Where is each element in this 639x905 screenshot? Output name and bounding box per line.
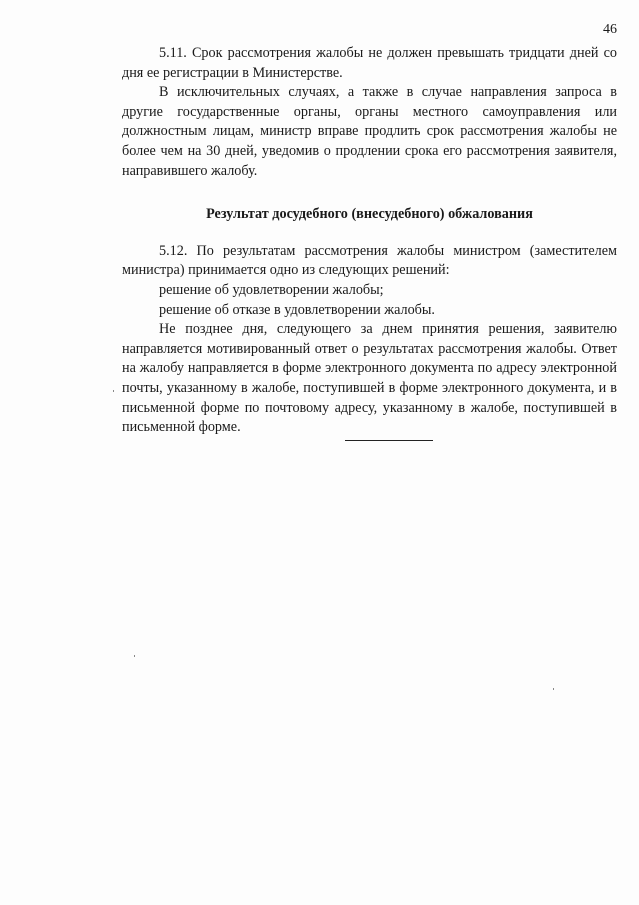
paragraph-response: Не позднее дня, следующего за днем принятия решения, заявителю направляется мотивированный ответ о результатах рассмотрения жалобы. Ответ на жалобу направляется в форме электронного документа по адресу электронной почты, указанному в жалобе, поступившей в форме электронного документа, и в письменной форме по почтовому адресу, указанному в жалобе, поступившей в письменной форме. <box>122 321 617 436</box>
scan-speck <box>134 655 135 657</box>
paragraph-5-11: 5.11. Срок рассмотрения жалобы не должен превышать тридцати дней со дня ее регистрации в Министерстве. <box>122 45 617 81</box>
scan-speck <box>113 390 114 392</box>
decision-item-satisfy: решение об удовлетворении жалобы; <box>159 281 384 298</box>
closing-divider-line <box>345 440 433 441</box>
page-number: 46 <box>603 22 617 37</box>
paragraph-5-12: 5.12. По результатам рассмотрения жалобы министром (заместителем министра) принимается одно из следующих решений: <box>122 242 617 279</box>
paragraph-extension: В исключительных случаях, а также в случае направления запроса в другие государственные органы, органы местного самоуправления или должностным лицам, министр вправе продлить срок рассмотрения жалобы не более чем на 30 дней, уведомив о продлении срока его рассмотрения заявителя, направившего жалобу. <box>122 84 617 179</box>
document-body <box>122 44 617 438</box>
section-heading: Результат досудебного (внесудебного) обжалования <box>206 206 533 223</box>
decision-item-refuse: решение об отказе в удовлетворении жалобы. <box>159 301 435 318</box>
scan-speck <box>553 688 554 690</box>
